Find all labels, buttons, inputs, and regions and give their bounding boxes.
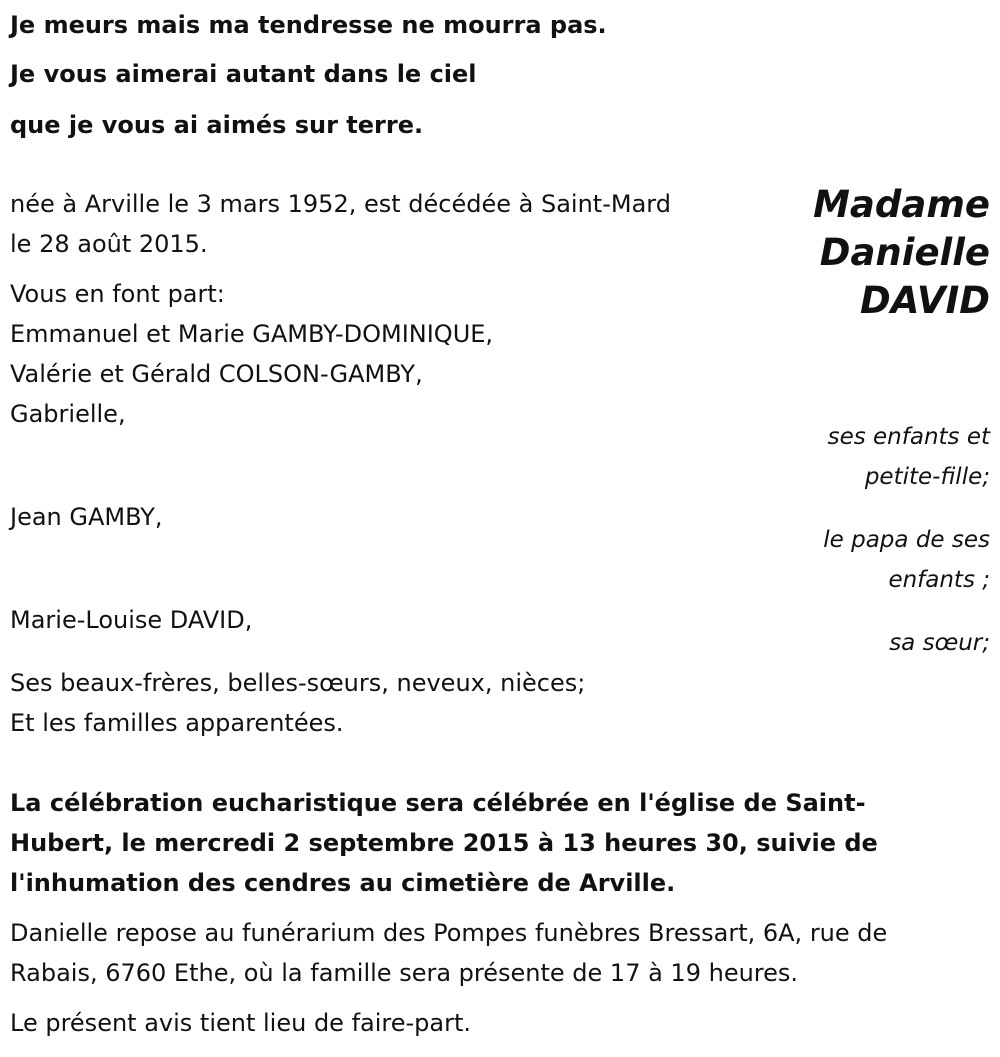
funeral-home-line-1: Danielle repose au funérarium des Pompes funèbres Bressart, 6A, rue de [10, 919, 888, 947]
children-relation-line-1: ses enfants et [827, 424, 990, 450]
deceased-title: Madame [813, 183, 990, 226]
child-line-3: Gabrielle, [10, 400, 126, 428]
ceremony-line-2: Hubert, le mercredi 2 septembre 2015 à 13 heures 30, suivie de [10, 829, 878, 857]
announcers-intro: Vous en font part: [10, 280, 225, 308]
father-relation-line-1: le papa de ses [823, 527, 990, 553]
father-relation-line-2: enfants ; [888, 567, 990, 593]
sister-name: Marie-Louise DAVID, [10, 606, 253, 634]
funeral-home-line-2: Rabais, 6760 Ethe, où la famille sera présente de 17 à 19 heures. [10, 959, 799, 987]
birth-death-line-1: née à Arville le 3 mars 1952, est décédée à Saint-Mard [10, 190, 671, 218]
father-of-children: Jean GAMBY, [10, 503, 163, 531]
ceremony-line-1: La célébration eucharistique sera célébrée en l'église de Saint- [10, 789, 866, 817]
notice-text: Le présent avis tient lieu de faire-part. [10, 1009, 472, 1037]
epitaph-line-2: Je vous aimerai autant dans le ciel [10, 60, 477, 88]
ceremony-line-3: l'inhumation des cendres au cimetière de Arville. [10, 869, 676, 897]
deceased-first-name: Danielle [819, 231, 990, 274]
epitaph-line-1: Je meurs mais ma tendresse ne mourra pas. [10, 11, 607, 39]
child-line-1: Emmanuel et Marie GAMBY-DOMINIQUE, [10, 320, 494, 348]
deceased-last-name: DAVID [860, 279, 990, 322]
related-families: Et les familles apparentées. [10, 709, 344, 737]
epitaph-line-3: que je vous ai aimés sur terre. [10, 111, 424, 139]
children-relation-line-2: petite-fille; [864, 464, 990, 490]
birth-death-line-2: le 28 août 2015. [10, 230, 208, 258]
extended-family: Ses beaux-frères, belles-sœurs, neveux, nièces; [10, 669, 586, 697]
child-line-2: Valérie et Gérald COLSON-GAMBY, [10, 360, 423, 388]
sister-relation: sa sœur; [889, 630, 990, 656]
